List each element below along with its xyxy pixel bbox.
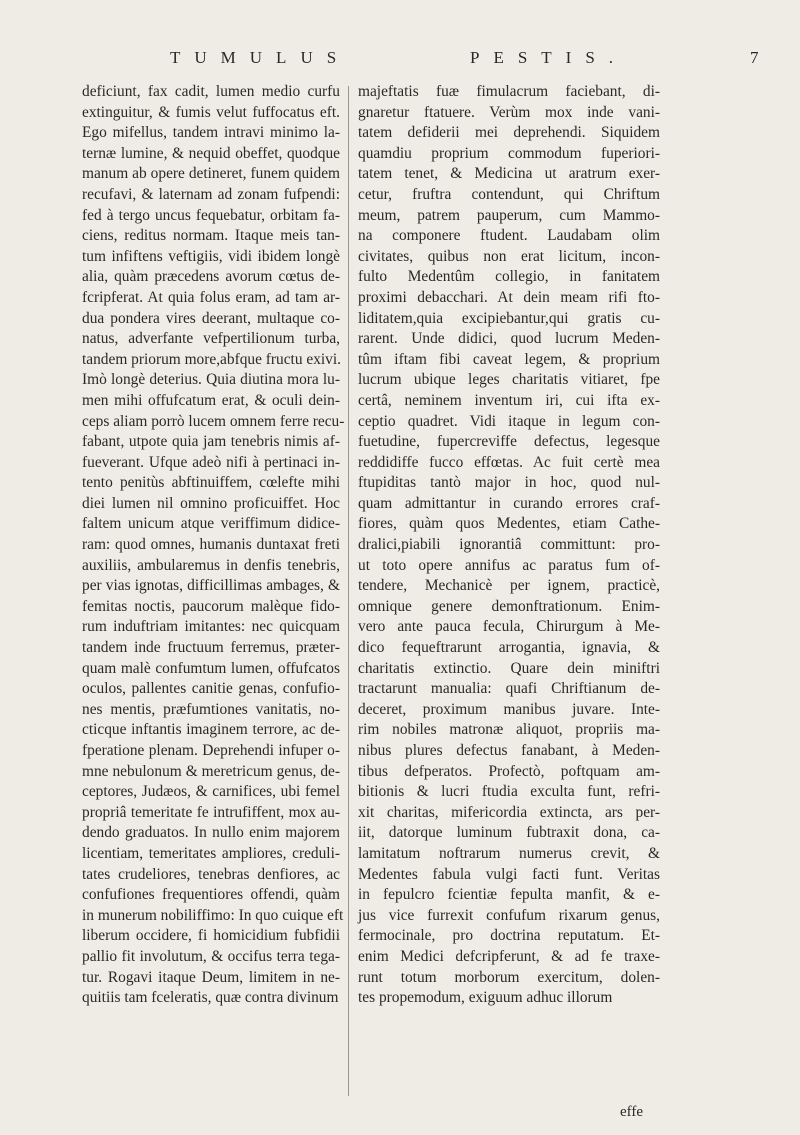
text-line: vero ante pauca fecula, Chirurgum à Me- [358,618,660,636]
text-line: iit, datorque luminum fubtraxit dona, ca- [358,824,660,842]
text-line: men mihi offufcatum erat, & oculi dein- [82,391,340,409]
text-line: fulto Medentûm collegio, in fanitatem [358,268,660,286]
text-line: nes mentis, præfumtiones vanitatis, no- [82,700,340,718]
text-line: bitionis & lucri ftudia exculta funt, refri- [358,783,660,801]
text-line: majeftatis fuæ fimulacrum faciebant, di- [358,83,660,100]
text-line: diei lumen nil omnino proficuiffet. Hoc [82,494,340,512]
text-line: in fepulcro fcientiæ fepulta manfit, & e- [358,886,660,904]
text-line: tatem defiderii mei deprehendi. Siquidem [358,124,660,142]
text-line: fuetudine, fupercreviffe defectus, legesque [358,433,660,451]
text-line: Imò longè deterius. Quia diutina mora lu- [82,371,340,389]
text-line: tes propemodum, exiguum adhuc illorum [358,989,613,1007]
text-line: liberum occidere, fi homicidium fubfidii [82,927,340,945]
text-line: ternæ lumine, & nequid obeffet, quodque [82,144,340,162]
left-column [82,82,345,1009]
text-line: fed à tergo uncus fequebatur, orbitam fa- [82,206,340,224]
text-line: femitas noctis, paucorum malèque fido- [82,597,340,615]
text-line: liditatem,quia excipiebantur,qui gratis cu- [358,309,660,327]
text-line: alia, quàm præcedens avorum cœtus de- [82,268,340,286]
text-line: tur. Rogavi itaque Deum, limitem in ne- [82,968,340,986]
text-line: fcripferat. At quia folus eram, ad tam ar- [82,288,340,306]
text-line: licentiam, temeritates ampliores, creduli- [82,844,340,862]
catchword: effe [620,1104,644,1120]
text-line: per vias ignotas, difficillimas ambages, & [82,577,340,595]
text-line: manum ab opere detineret, funem quidem [82,165,340,183]
text-line: deficiunt, fax cadit, lumen medio curfu [82,83,340,100]
text-line: confufiones frequentiores offendi, quàm [82,886,340,904]
text-line: tendere, Mechanicè per ignem, practicè, [358,577,660,595]
text-line: tractarunt manualia: quafi Chriftianum de- [358,680,660,698]
text-line: nibus plures defectus fanabant, à Meden- [358,742,660,759]
text-line: quam malè confumtum lumen, offufcatos [82,659,340,677]
text-line: civitates, quibus non erat licitum, incon- [358,247,660,265]
running-head-right: PESTIS. [470,48,628,67]
text-line: ceptores, Judæos, & carnifices, ubi femel [82,783,340,801]
text-line: quam admittantur in curando errores craf- [358,494,660,512]
text-line: enim Medici defcripferunt, & ad fe traxe- [358,947,660,965]
text-line: dua pondera vires deerant, multaque co- [82,309,340,327]
text-line: rum induftriam imitantes: nec quicquam [82,618,340,636]
right-column [358,82,660,1009]
text-line: fermocinale, pro doctrina reputatum. Et- [358,927,660,945]
text-line: natus, adverfante vefpertilionum turba, [82,330,340,348]
text-line: in munerum nobiliffimo: In quo cuique eft [82,906,344,924]
text-line: ciens, reditus normam. Itaque meis tan- [82,227,340,245]
text-line: auxiliis, ambularemus in denfis tenebris, [82,556,340,574]
text-line: oculos, pallentes canitie genas, confufio- [82,680,340,698]
text-line: tento penitùs abftinuiffem, cœlefte mihi [82,474,340,492]
text-line: extinguitur, & fumis velut fuffocatus eft. [82,103,340,121]
text-line: lamitatum noftrarum numerus crevit, & [358,844,660,862]
text-line: dico fequeftrarunt arrogantia, ignavia, & [358,639,660,657]
text-line: tûm iftam fibi caveat legem, & proprium [358,350,660,368]
text-line: lucrum ubique leges charitatis vitiaret, fpe [358,371,660,389]
text-line: xit charitas, mifericordia extincta, ars per- [358,803,660,821]
text-line: ftupiditas tantò major in hoc, quod nul- [358,474,660,492]
text-line: omnique genere demonftrationum. Enim- [358,597,660,615]
running-head [150,48,770,78]
text-line: Medentes fabula vulgi facti funt. Veritas [358,865,660,883]
text-line: tum infiftens veftigiis, vidi ibidem longè [82,247,340,265]
text-line: cetur, fruftra contendunt, qui Chriftum [358,185,660,203]
text-line: fabant, utpote quia jam tenebris nimis af- [82,433,340,451]
text-line: dendo graduatos. In nullo enim majorem [82,824,340,842]
text-line: ut toto opere annifus ac paratus fum of- [358,556,660,574]
text-line: jus vice furrexit confufum rixarum genus, [358,906,660,924]
page-number: 7 [750,48,759,67]
text-line: cticque inftantis imaginem terrore, ac de- [82,721,340,739]
text-line: na componere ftudent. Laudabam olim [358,227,660,245]
text-line: quitiis tam fceleratis, quæ contra divinum [82,989,339,1007]
text-line: proximi debacchari. At dein meam rifi fto- [358,288,660,306]
text-line: runt totum morborum exercitum, dolen- [358,968,660,986]
text-line: fiores, quàm quos Medentes, etiam Cathe- [358,515,660,533]
text-line: ceptio quadret. Vidi itaque in legum con- [358,412,660,430]
text-line: rarent. Unde didici, quod lucrum Meden- [358,330,660,348]
text-line: certâ, neminem inventum iri, cui ifta ex- [358,391,660,409]
text-line: reddidiffe fucco effœtas. Ac fuit certè mea [358,453,660,471]
running-head-left: TUMULUS [170,48,351,67]
text-line: dralici,piabili ignorantiâ committunt: pro- [358,536,660,554]
text-line: tates crudeliores, tenebras denfiores, ac [82,865,340,883]
text-line: fperatione plenam. Deprehendi infuper o- [82,742,340,759]
text-line: rim nobiles matronæ aliquot, propriis ma- [358,721,660,739]
text-line: mne nebulonum & meretricum genus, de- [82,762,340,780]
text-line: recufavi, & laternam ad zonam fufpendi: [82,185,340,203]
text-line: gnaretur ftatuere. Verùm mox inde vani- [358,103,660,121]
text-line: tatem tenet, & Medicina ut aratrum exer- [358,165,660,183]
text-line: propriâ temeritate fe intrufiffent, mox au- [82,803,340,821]
text-line: ceps aliam porrò lucem omnem ferre recu- [82,412,345,430]
text-line: ram: quod omnes, humanis duntaxat freti [82,536,340,554]
column-divider [348,86,349,1096]
text-line: fueverant. Ufque adeò nifi à pertinaci in- [82,453,340,471]
text-line: faltem unicum atque veriffimum didice- [82,515,340,533]
text-line: charitatis extinctio. Quare dein miniftri [358,659,660,677]
text-line: Ego mifellus, tandem intravi minimo la- [82,124,340,142]
text-line: deceret, proximum manibus juvare. Inte- [358,700,660,718]
text-line: pallio fit involutum, & occifus terra tega- [82,947,340,965]
text-line: quamdiu proprium commodum fuperiori- [358,144,660,162]
text-line: meum, patrem pauperum, cum Mammo- [358,206,660,224]
text-line: tandem inde fructuum ferremus, præter- [82,639,340,657]
text-line: tibus defperatos. Profectò, poftquam am- [358,762,660,780]
text-line: tandem priorum more,abfque fructu exivi. [82,350,341,368]
